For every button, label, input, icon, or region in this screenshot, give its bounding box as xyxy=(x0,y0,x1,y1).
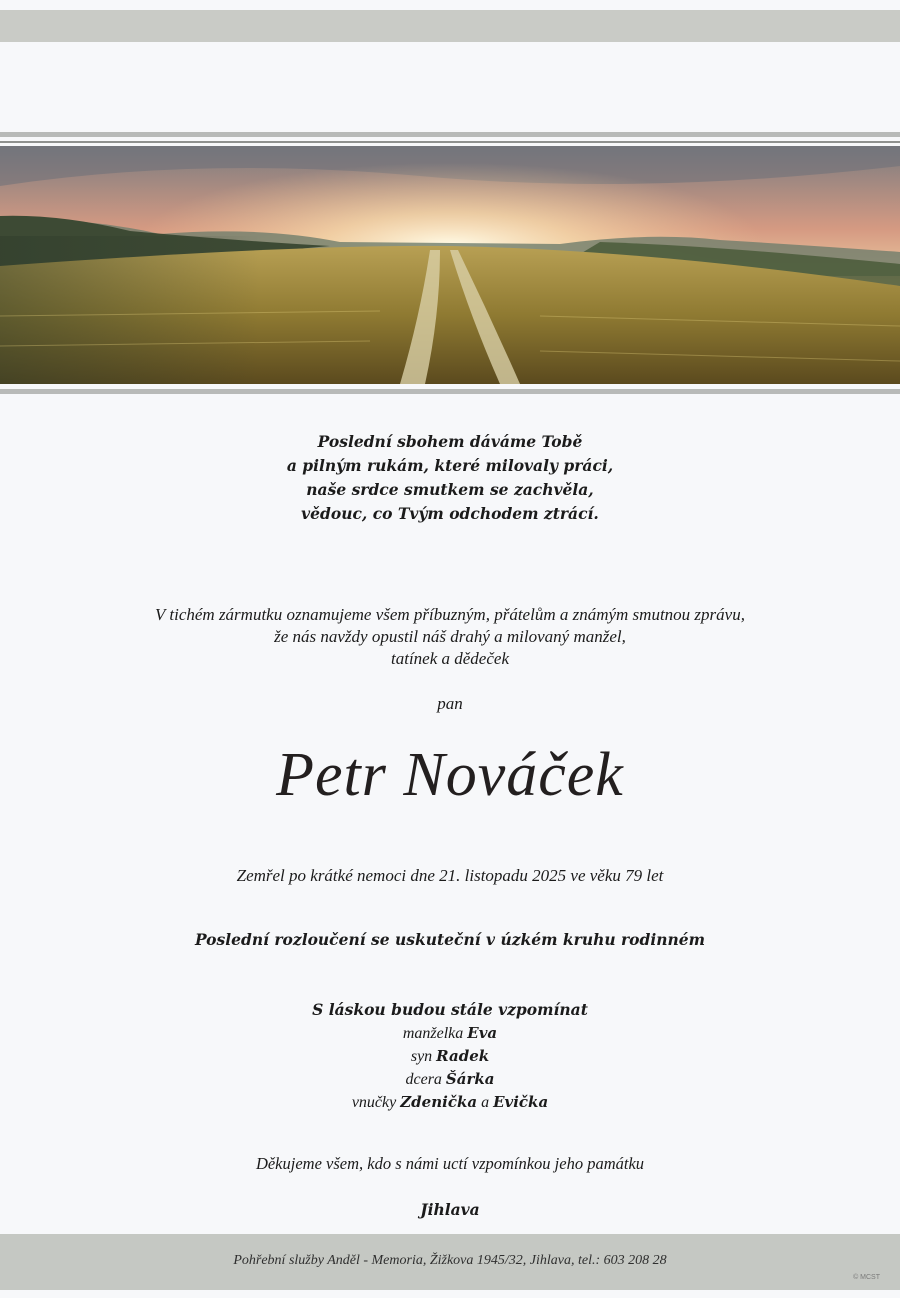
memorial-poem xyxy=(0,430,900,526)
relation: dcera xyxy=(405,1071,442,1088)
footer-band xyxy=(0,1234,900,1290)
family-heading: S láskou budou stále vzpomínat xyxy=(312,1000,588,1019)
funeral-service-info: Pohřební služby Anděl - Memoria, Žižkova 1945/32, Jihlava, tel.: 603 208 28 xyxy=(233,1253,667,1268)
death-notice: Zemřel po krátké nemoci dne 21. listopadu 2025 ve věku 79 let xyxy=(236,866,664,885)
honorific: pan xyxy=(437,694,463,713)
poem-line: a pilným rukám, které milovaly práci, xyxy=(286,456,614,475)
member-name: Evička xyxy=(493,1093,549,1111)
relation: manželka xyxy=(402,1025,464,1042)
announcement xyxy=(0,604,900,670)
member-name: Zdenička xyxy=(400,1093,478,1111)
thanks-note: Děkujeme všem, kdo s námi uctí vzpomínkou jeho památku xyxy=(255,1154,645,1173)
family-member xyxy=(0,1068,900,1091)
poem-line: Poslední sbohem dáváme Tobě xyxy=(317,432,583,451)
poem-line: vědouc, co Tvým odchodem ztrácí. xyxy=(301,504,599,523)
announcement-line: tatínek a dědeček xyxy=(391,649,509,668)
divider-thin xyxy=(0,141,900,143)
joiner: a xyxy=(481,1094,490,1111)
divider-bottom xyxy=(0,389,900,394)
sunset-field-photo xyxy=(0,146,900,384)
copyright-mark: © MCST xyxy=(853,1274,880,1281)
relation: vnučky xyxy=(351,1094,397,1111)
announcement-line: že nás navždy opustil náš drahý a milovaný manžel, xyxy=(274,627,626,646)
relation: syn xyxy=(410,1048,433,1065)
divider-top xyxy=(0,132,900,137)
family-member xyxy=(0,1091,900,1114)
deceased-name: Petr Nováček xyxy=(276,741,624,809)
top-band xyxy=(0,10,900,42)
family-member xyxy=(0,1045,900,1068)
member-name: Eva xyxy=(467,1024,498,1042)
member-name: Šárka xyxy=(445,1070,495,1088)
member-name: Radek xyxy=(436,1047,490,1065)
poem-line: naše srdce smutkem se zachvěla, xyxy=(306,480,594,499)
city: Jihlava xyxy=(420,1200,480,1219)
family-member xyxy=(0,1022,900,1045)
family-list xyxy=(0,1022,900,1114)
farewell-notice: Poslední rozloučení se uskuteční v úzkém kruhu rodinném xyxy=(194,930,706,949)
announcement-line: V tichém zármutku oznamujeme všem příbuzným, přátelům a známým smutnou zprávu, xyxy=(155,605,745,624)
